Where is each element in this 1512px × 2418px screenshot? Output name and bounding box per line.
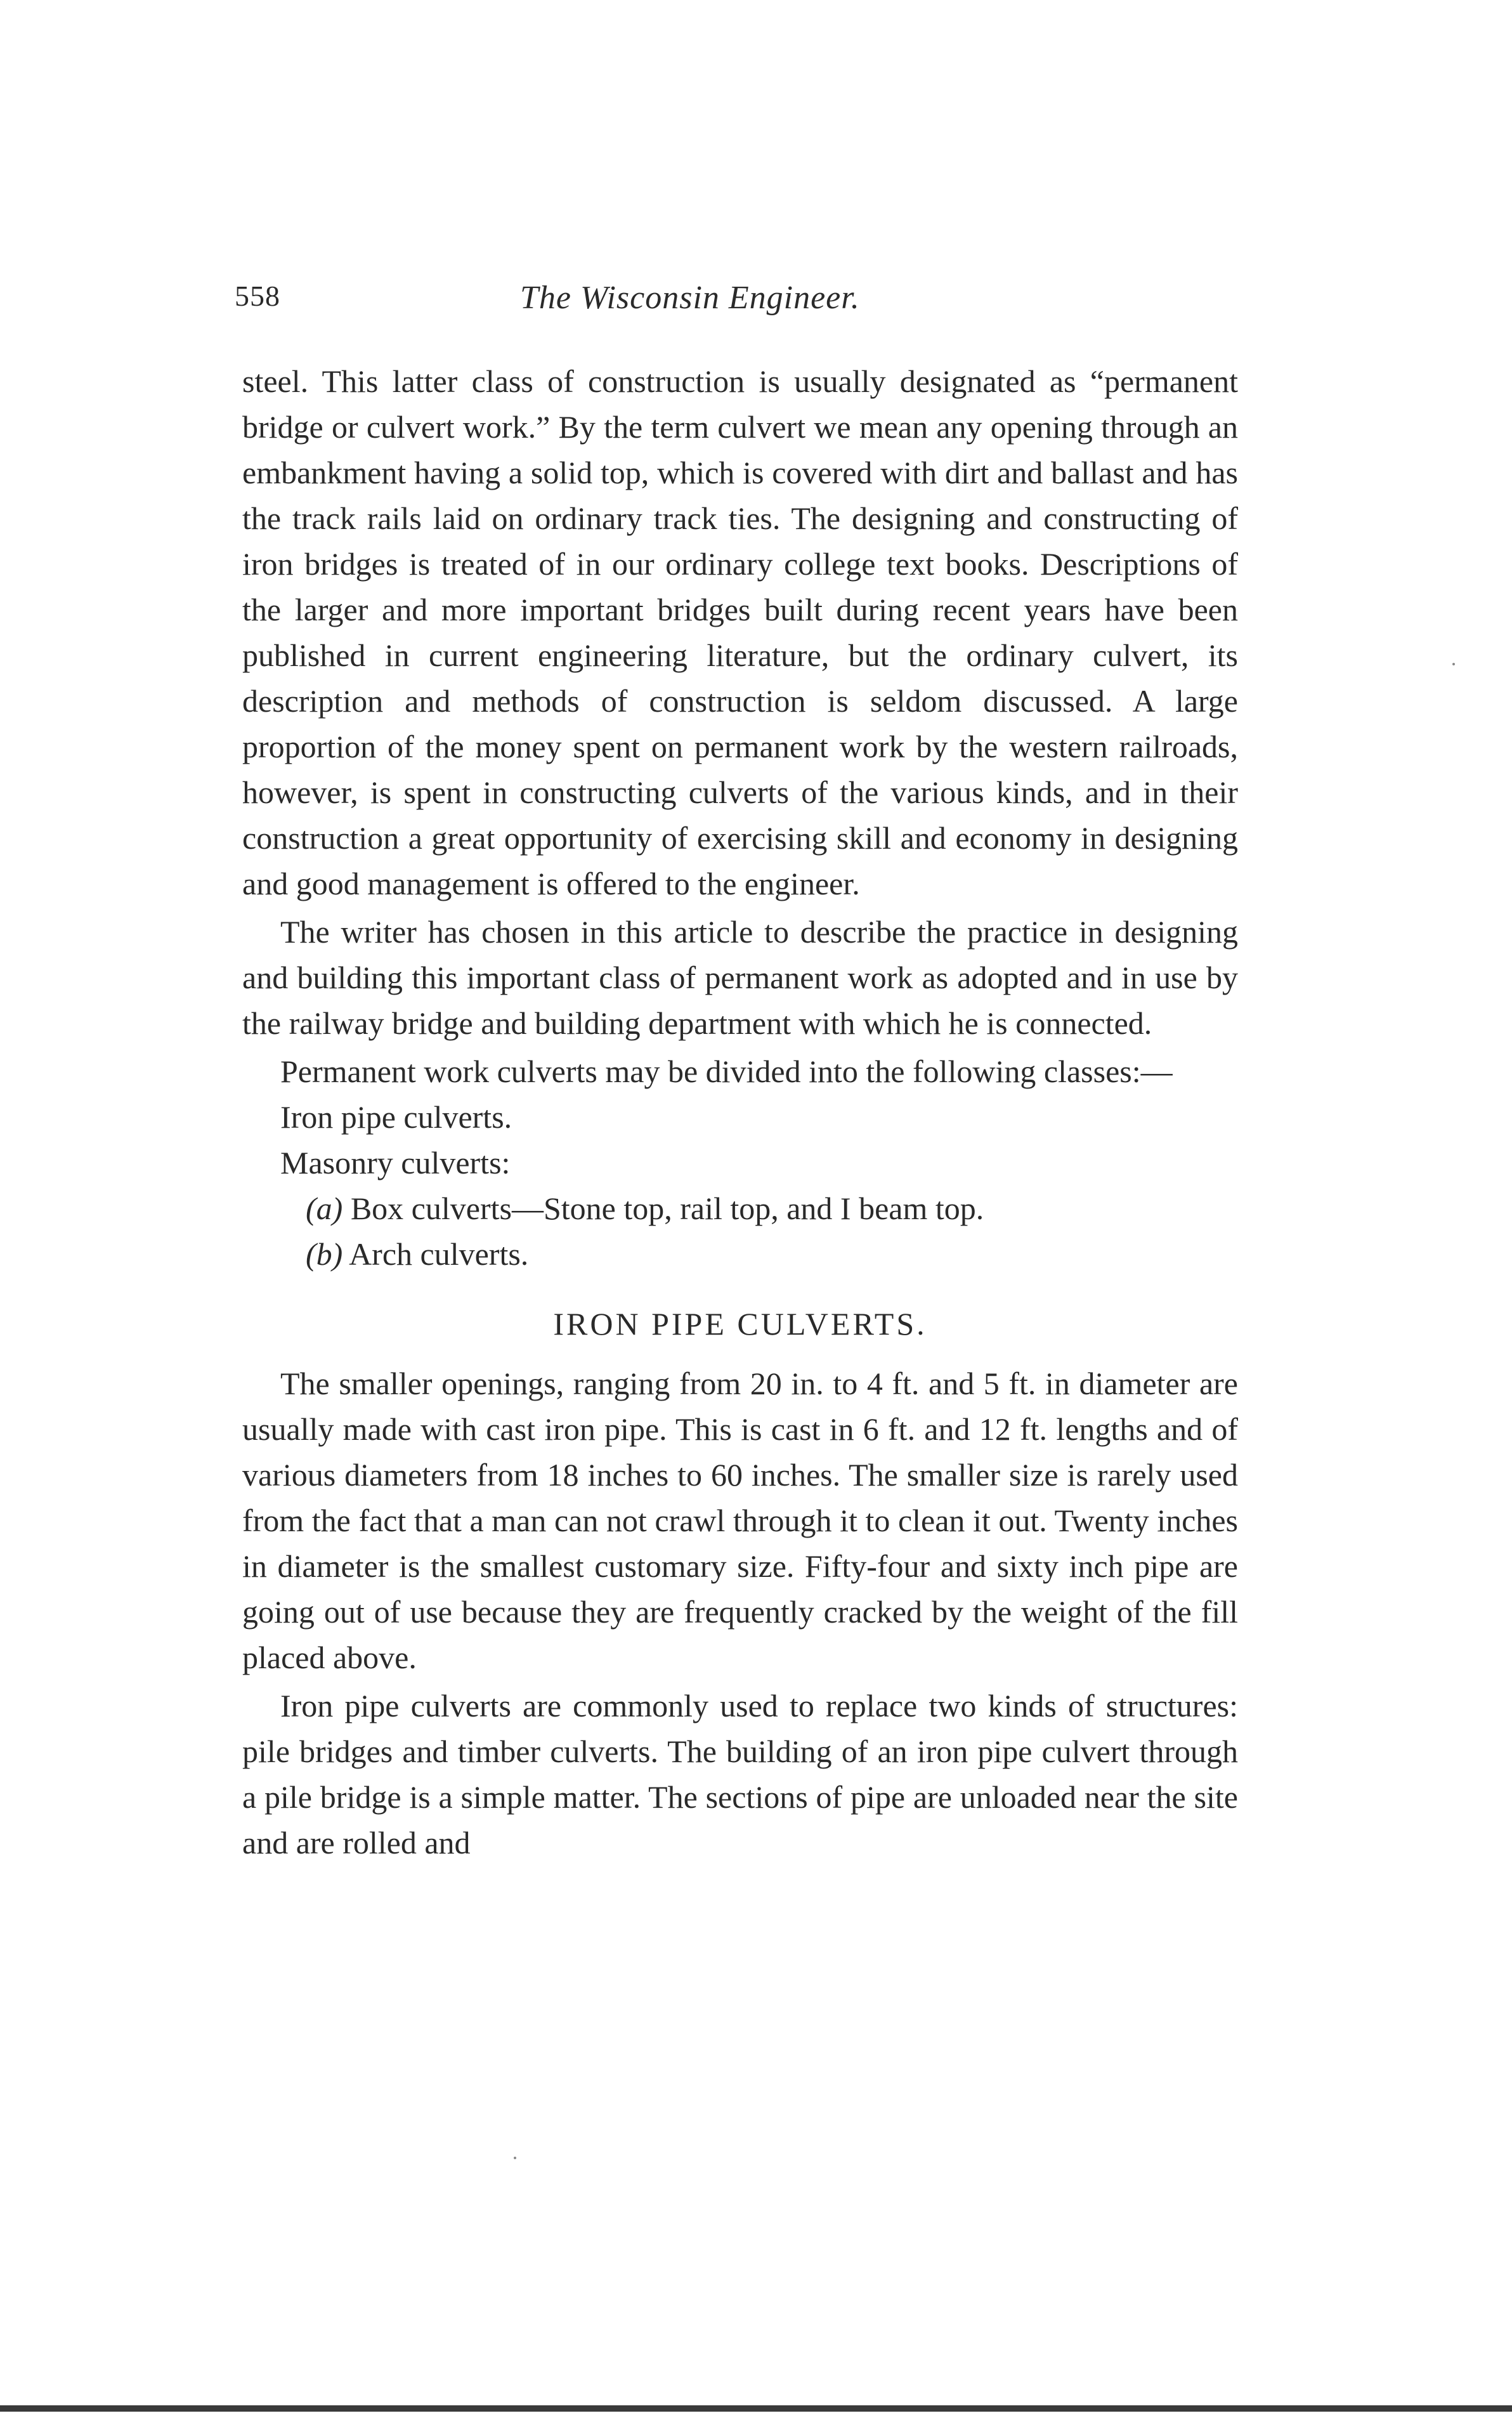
sub-label-b: (b) — [306, 1236, 343, 1272]
section-heading: IRON PIPE CULVERTS. — [553, 1306, 927, 1342]
scan-bottom-edge — [0, 2405, 1512, 2412]
scan-speck — [1452, 663, 1455, 665]
running-title: The Wisconsin Engineer. — [520, 280, 860, 316]
list-item-box-culverts — [242, 1186, 1238, 1231]
paragraph-smaller-openings: The smaller openings, ranging from 20 in. to 4 ft. and 5 ft. in diameter are usually made with cast iron pipe. This is cast in 6 ft. and 12 ft. lengths and of various diameters from 18 inches to 60 inches. The smaller size is rarely used from the fact that a man can not crawl through it to clean it out. Twenty inches in diameter is the smallest customary size. Fifty-four and sixty inch pipe are going out of use because they are frequently cracked by the weight of the fill placed above. — [242, 1366, 1238, 1675]
article-body — [242, 358, 1238, 1866]
list-item-masonry: Masonry culverts: — [280, 1145, 511, 1180]
page-number: 558 — [235, 280, 280, 312]
paragraph-practice: The writer has chosen in this article to describe the practice in designing and building this important class of permanent work as adopted and in use by the railway bridge and building department with which he is connected. — [242, 914, 1238, 1041]
page-header — [235, 279, 1249, 323]
paragraph-replace-structures: Iron pipe culverts are commonly used to replace two kinds of structures: pile bridges and timber culverts. The building of an iron pipe culvert through a pile bridge is a simple matter. The sections of pipe are unloaded near the site and are rolled and — [242, 1688, 1238, 1860]
paragraph-classes-intro: Permanent work culverts may be divided into the following classes:— — [280, 1054, 1173, 1089]
paragraph-continued: steel. This latter class of construction is usually designated as “permanent bridge or culvert work.” By the term culvert we mean any opening through an embankment having a solid top, which is covered with dirt and ballast and has the track rails laid on ordinary track ties. The designing and constructing of iron bridges is treated of in our ordinary college text books. Descriptions of the larger and more important bridges built during recent years have been published in current engineering literature, but the ordinary culvert, its description and methods of construction is seldom discussed. A large proportion of the money spent on permanent work by the western railroads, however, is spent in constructing culverts of the various kinds, and in their construction a great opportunity of exercising skill and economy in designing and good management is offered to the engineer. — [242, 363, 1238, 901]
sub-text-a: Box culverts—Stone top, rail top, and I beam top. — [350, 1191, 984, 1226]
list-item-iron-pipe: Iron pipe culverts. — [280, 1099, 512, 1135]
culvert-classes-list — [242, 1094, 1238, 1277]
sub-label-a: (a) — [306, 1191, 343, 1226]
scan-speck — [514, 2157, 516, 2159]
list-item-arch-culverts — [242, 1231, 1238, 1277]
sub-text-b: Arch culverts. — [349, 1236, 529, 1272]
